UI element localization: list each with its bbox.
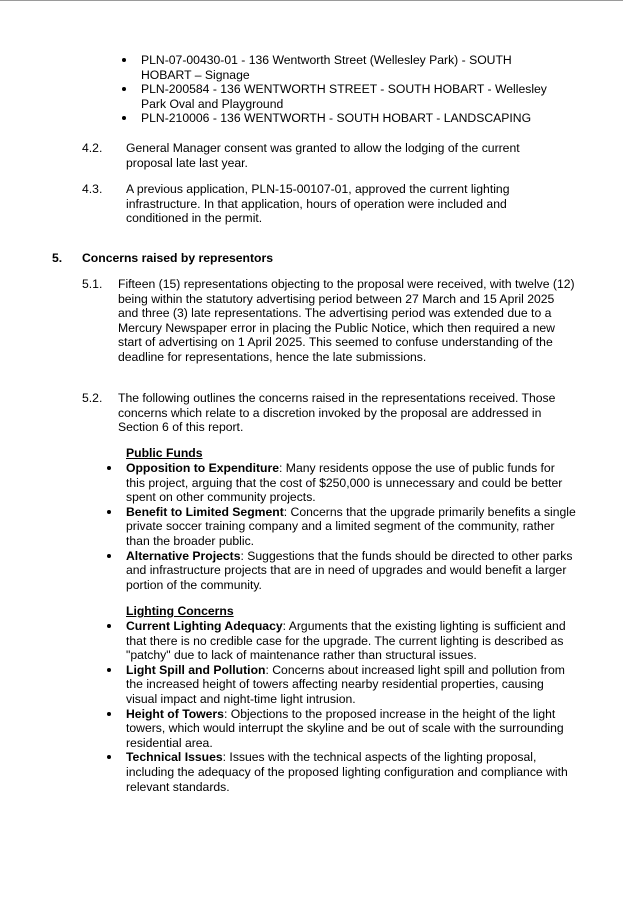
concern-label: Opposition to Expenditure bbox=[126, 461, 280, 475]
concern-text: : Issues with the technical aspects of the lighting proposal, including the adequacy of the proposed lighting configuration and compliance with relevant standards. bbox=[126, 750, 568, 794]
concern-label: Technical Issues bbox=[126, 750, 223, 765]
list-item bbox=[126, 750, 576, 794]
concern-label: Light Spill and Pollution bbox=[126, 662, 266, 677]
previous-applications-list bbox=[141, 53, 581, 126]
list-item: PLN-210006 - 136 WENTWORTH - SOUTH HOBART - LANDSCAPING bbox=[141, 111, 581, 126]
clause-5-2-text: The following outlines the concerns raised in the representations received. Those concerns which relate to a discretion invoked by the proposal are addressed in Section 6 of this report. bbox=[118, 391, 556, 435]
concern-text: : Suggestions that the funds should be directed to other parks and infrastructure projects that are in need of upgrades and would benefit a larger portion of the community. bbox=[126, 548, 573, 592]
concern-label: Height of Towers bbox=[126, 706, 224, 721]
concern-text: : Concerns that the upgrade primarily benefits a single private soccer training company and a limited segment of the community, rather than the broader public. bbox=[126, 504, 576, 548]
clause-5-1-number: 5.1. bbox=[82, 277, 103, 291]
concern-label: Benefit to Limited Segment bbox=[126, 504, 284, 519]
concern-label: Current Lighting Adequacy bbox=[126, 619, 283, 633]
list-item bbox=[126, 619, 576, 663]
list-item bbox=[126, 461, 576, 505]
public-funds-heading: Public Funds bbox=[126, 446, 203, 460]
concern-text: : Objections to the proposed increase in the height of the light towers, which would interrupt the skyline and be out of scale with the surrounding residential area. bbox=[126, 706, 564, 750]
list-item: PLN-200584 - 136 WENTWORTH STREET - SOUTH HOBART - Wellesley Park Oval and Playground bbox=[141, 82, 569, 111]
list-item bbox=[126, 707, 576, 751]
clause-4-3-number: 4.3. bbox=[82, 182, 103, 196]
clause-5-1-text: Fifteen (15) representations objecting to the proposal were received, with twelve (12) being within the statutory advertising period between 27 March and 15 April 2025 and three (3) late representations. The advertising period was extended due to a Mercury Newspaper error in placing the Public Notice, which then required a new start of advertising on 1 April 2025. This seemed to confuse understanding of the deadline for representations, hence the late submissions. bbox=[118, 277, 575, 364]
clause-5-2-number: 5.2. bbox=[82, 391, 103, 405]
lighting-concerns-heading: Lighting Concerns bbox=[126, 604, 234, 618]
clause-4-2-text: General Manager consent was granted to allow the lodging of the current proposal late last year. bbox=[126, 141, 520, 170]
concern-text: : Concerns about increased light spill and pollution from the increased height of towers affecting nearby residential properties, causing visual impact and night-time light intrusion. bbox=[126, 662, 565, 706]
concern-text: : Arguments that the existing lighting is sufficient and that there is no credible case for the upgrade. The current lighting is described as "patchy" due to lack of maintenance rather than structural issues. bbox=[126, 619, 566, 663]
list-item: PLN-07-00430-01 - 136 Wentworth Street (Wellesley Park) - SOUTH HOBART – Signage bbox=[141, 53, 541, 82]
lighting-concerns-list bbox=[126, 619, 576, 794]
public-funds-list bbox=[126, 461, 576, 592]
list-item bbox=[126, 505, 576, 549]
concern-text: : Many residents oppose the use of public funds for this project, arguing that the cost of $250,000 is unnecessary and could be better spent on other community projects. bbox=[126, 461, 563, 505]
concern-label: Alternative Projects bbox=[126, 548, 241, 563]
section-5-title: Concerns raised by representors bbox=[82, 251, 274, 265]
list-item bbox=[126, 663, 576, 707]
list-item bbox=[126, 549, 576, 593]
clause-4-3-text: A previous application, PLN-15-00107-01, approved the current lighting infrastructure. In that application, hours of operation were included and conditioned in the permit. bbox=[126, 182, 510, 226]
section-5-number: 5. bbox=[52, 251, 63, 265]
clause-4-2-number: 4.2. bbox=[82, 141, 103, 155]
page-top-border bbox=[0, 0, 623, 1]
